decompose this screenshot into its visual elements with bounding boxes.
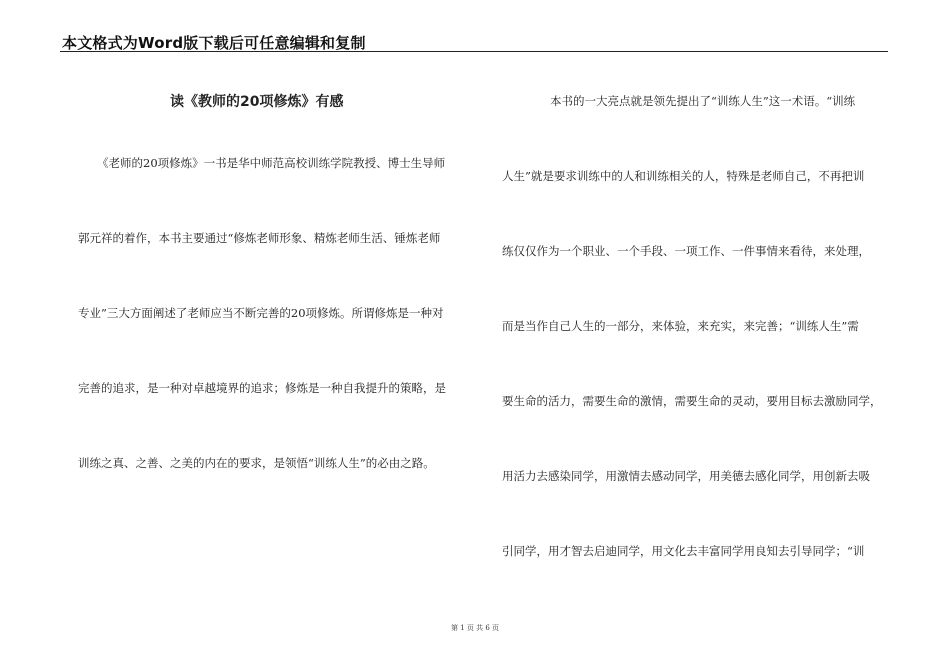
left-paragraph-line: 《老师的20项修炼》一书是华中师范高校训练学院教授、博士生导师 bbox=[97, 156, 446, 170]
left-paragraph-line: 完善的追求，是一种对卓越境界的追求；修炼是一种自我提升的策略，是 bbox=[78, 381, 446, 395]
page-number: 第 1 页 共 6 页 bbox=[450, 624, 500, 632]
right-paragraph-line: 引同学，用才智去启迪同学，用文化去丰富同学用良知去引导同学；“训 bbox=[502, 544, 865, 558]
right-paragraph-line: 要生命的活力，需要生命的激情，需要生命的灵动，要用目标去激励同学， bbox=[502, 394, 882, 408]
right-paragraph-line: 而是当作自己人生的一部分，来体验，来充实，来完善；“训练人生”需 bbox=[502, 319, 859, 333]
right-paragraph-line: 人生”就是要求训练中的人和训练相关的人，特殊是老师自己，不再把训 bbox=[502, 169, 865, 183]
left-paragraph-line: 郭元祥的着作，本书主要通过“修炼老师形象、精炼老师生活、锤炼老师 bbox=[78, 231, 441, 245]
right-paragraph-line: 本书的一大亮点就是领先提出了“训练人生”这一术语。“训练 bbox=[550, 94, 856, 108]
left-paragraph-line: 专业”三大方面阐述了老师应当不断完善的20项修炼。所谓修炼是一种对 bbox=[78, 306, 444, 320]
document-header: 本文格式为Word版下载后可任意编辑和复制 bbox=[62, 34, 366, 52]
document-title: 读《教师的20项修炼》有感 bbox=[170, 94, 344, 110]
right-paragraph-line: 练仅仅作为一个职业、一个手段、一项工作、一件事情来看待，来处理， bbox=[502, 244, 870, 258]
left-paragraph-line: 训练之真、之善、之美的内在的要求，是领悟“训练人生”的必由之路。 bbox=[78, 456, 435, 470]
right-paragraph-line: 用活力去感染同学，用激情去感动同学，用美德去感化同学，用创新去吸 bbox=[502, 469, 870, 483]
header-divider bbox=[60, 51, 888, 52]
